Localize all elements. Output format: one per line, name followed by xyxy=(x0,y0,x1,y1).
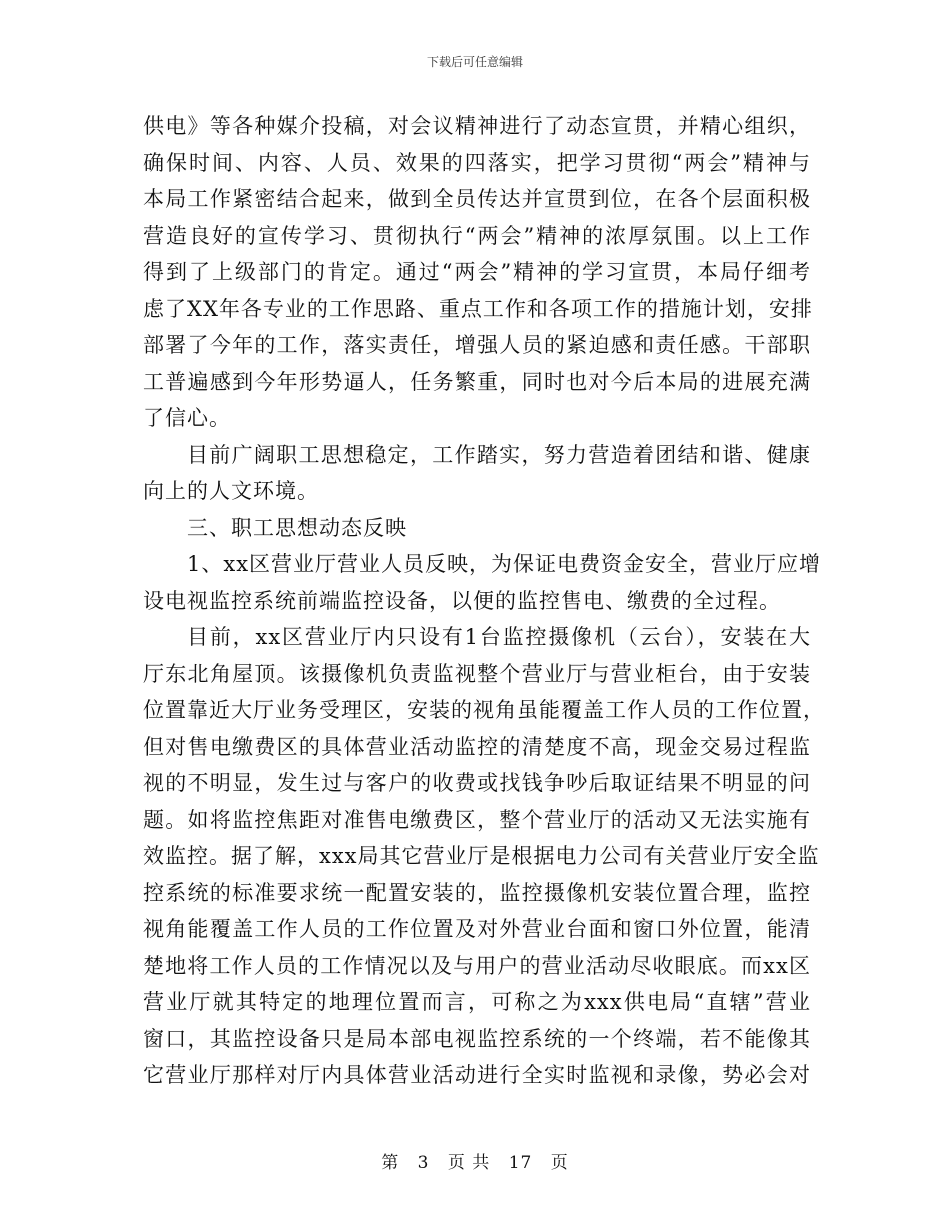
text-line: 设电视监控系统前端监控设备，以便的监控售电、缴费的全过程。 xyxy=(143,588,781,613)
text-line: 向上的人文环境。 xyxy=(143,479,319,503)
footer-total-pages: 17 xyxy=(508,1153,533,1173)
text-line: 视的不明显，发生过与客户的收费或找钱争吵后取证结果不明显的问 xyxy=(143,771,811,795)
text-line: 营造良好的宣传学习、贯彻执行“两会”精神的浓厚氛围。以上工作 xyxy=(143,223,811,248)
text-line: 得到了上级部门的肯定。通过“两会”精神的学习宣贯，本局仔细考 xyxy=(143,260,811,284)
text-line: 1、xx区营业厅营业人员反映，为保证电费资金安全，营业厅应增 xyxy=(187,552,822,576)
text-line: 位置靠近大厅业务受理区，安装的视角虽能覆盖工作人员的工作位置， xyxy=(143,698,825,722)
text-line: 它营业厅那样对厅内具体营业活动进行全实时监视和录像，势必会对 xyxy=(143,1063,811,1087)
document-body xyxy=(143,108,825,1094)
footer-middle: 页 共 xyxy=(447,1153,491,1173)
text-line: 确保时间、内容、人员、效果的四落实，把学习贯彻“两会”精神与 xyxy=(143,150,811,175)
text-line: 供电》等各种媒介投稿，对会议精神进行了动态宣贯，并精心组织， xyxy=(143,114,811,138)
text-line: 题。如将监控焦距对准售电缴费区，整个营业厅的活动又无法实施有 xyxy=(143,807,811,832)
text-line: 本局工作紧密结合起来，做到全员传达并宣贯到位，在各个层面积极 xyxy=(143,187,811,211)
text-line: 效监控。据了解，xxx局其它营业厅是根据电力公司有关营业厅安全监 xyxy=(143,844,820,868)
text-line: 营业厅就其特定的地理位置而言，可称之为xxx供电局“直辖”营业 xyxy=(143,990,811,1014)
footer-page-number: 3 xyxy=(417,1153,430,1173)
text-line: 视角能覆盖工作人员的工作位置及对外营业台面和窗口外位置，能清 xyxy=(143,917,811,941)
page-header-note: 下载后可任意编辑 xyxy=(426,55,523,69)
text-line: 窗口，其监控设备只是局本部电视监控系统的一个终端，若不能像其 xyxy=(143,1026,811,1051)
text-line: 虑了XX年各专业的工作思路、重点工作和各项工作的措施计划，安排 xyxy=(143,296,813,321)
text-line: 目前广阔职工思想稳定，工作踏实，努力营造着团结和谐、健康 xyxy=(187,442,811,467)
text-line: 工普遍感到今年形势逼人，任务繁重，同时也对今后本局的进展充满 xyxy=(143,369,811,394)
text-line: 了信心。 xyxy=(143,406,231,430)
text-line: 但对售电缴费区的具体营业活动监控的清楚度不高，现金交易过程监 xyxy=(143,734,811,759)
text-line: 控系统的标准要求统一配置安装的，监控摄像机安装位置合理，监控 xyxy=(143,880,811,905)
text-line: 三、职工思想动态反映 xyxy=(187,515,407,540)
text-line: 楚地将工作人员的工作情况以及与用户的营业活动尽收眼底。而xx区 xyxy=(143,953,811,978)
text-line: 部署了今年的工作，落实责任，增强人员的紧迫感和责任感。干部职 xyxy=(143,333,811,357)
footer-suffix: 页 xyxy=(550,1153,569,1173)
footer-prefix: 第 xyxy=(381,1153,400,1173)
text-line: 厅东北角屋顶。该摄像机负责监视整个营业厅与营业柜台，由于安装 xyxy=(143,661,811,686)
text-line: 目前，xx区营业厅内只设有1台监控摄像机（云台），安装在大 xyxy=(187,625,811,649)
page-footer xyxy=(0,1152,950,1174)
